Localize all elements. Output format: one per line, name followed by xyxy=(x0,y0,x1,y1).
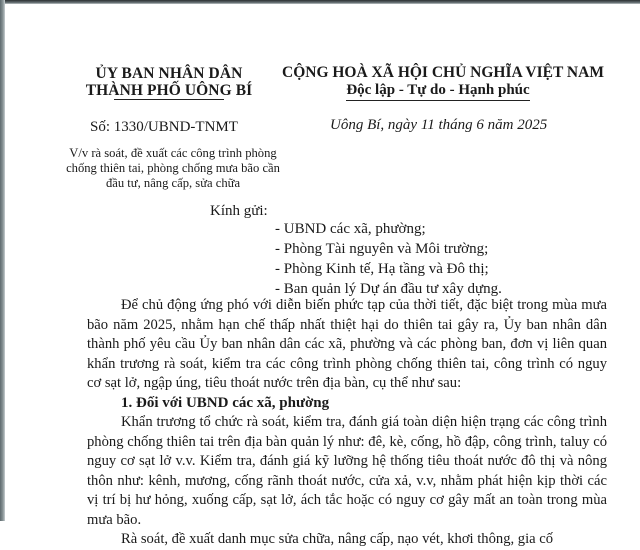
document-number: Số: 1330/UBND-TNMT xyxy=(90,119,238,135)
scan-edge-top xyxy=(0,0,640,4)
section-1-paragraph: Khẩn trương tổ chức rà soát, kiểm tra, đánh giá toàn diện hiện trạng các công trình phòng chống thiên tai trên địa bàn quản lý như: đê, kè, cống, hồ đập, công trình, taluy có nguy cơ sạt lở v.v. Kiểm tra, đánh giá kỹ lưỡng hệ thống tiêu thoát nước đô thị và nông thôn như: kênh, mương, cống rãnh thoát nước, cửa xả, v.v, nhằm phát hiện kịp thời các vị trí bị hư hỏng, xuống cấp, sạt lở, ách tắc hoặc có nguy cơ gây mất an toàn trong mùa mưa bão. xyxy=(87,414,607,528)
section-1-heading: 1. Đối với UBND các xã, phường xyxy=(121,394,330,411)
issuing-authority xyxy=(74,65,264,100)
authority-line-2-text: THÀNH PHỐ UÔNG BÍ xyxy=(85,82,253,99)
addressee-list xyxy=(275,219,502,299)
intro-paragraph: Để chủ động ứng phó với diễn biến phức tạp của thời tiết, đặc biệt trong mùa mưa bão năm 2025, nhằm hạn chế thấp nhất thiệt hại do thiên tai gây ra, Ủy ban nhân dân thành phố yêu cầu Ủy ban nhân dân các xã, phường và các phòng ban, đơn vị liên quan khẩn trương rà soát, kiểm tra các công trình phòng chống thiên tai, công trình có nguy cơ sạt lở, ngập úng, tiêu thoát nước trên địa bàn, cụ thể như sau: xyxy=(87,297,607,391)
document-date: Uông Bí, ngày 11 tháng 6 năm 2025 xyxy=(330,117,548,133)
scan-edge-left xyxy=(0,0,5,521)
document-body xyxy=(87,296,607,550)
section-1-paragraph-2: Rà soát, đề xuất danh mục sửa chữa, nâng cấp, nạo vét, khơi thông, gia cố xyxy=(121,531,554,547)
addressee-item: - Ban quản lý Dự án đầu tư xây dựng. xyxy=(275,281,502,297)
authority-line-2 xyxy=(86,82,253,99)
addressee-label: Kính gửi: xyxy=(210,203,268,219)
motto-underline xyxy=(346,100,529,101)
authority-underline xyxy=(114,99,225,100)
national-motto xyxy=(282,64,604,99)
addressee-item: - UBND các xã, phường; xyxy=(275,221,426,237)
country-name: CỘNG HOÀ XÃ HỘI CHỦ NGHĨA VIỆT NAM xyxy=(282,64,604,81)
addressee-item: - Phòng Tài nguyên và Môi trường; xyxy=(275,241,489,257)
motto xyxy=(346,82,529,99)
motto-text: Độc lập - Tự do - Hạnh phúc xyxy=(346,82,530,98)
authority-line-1: ỦY BAN NHÂN DÂN xyxy=(95,65,243,82)
addressee-item: - Phòng Kinh tế, Hạ tầng và Đô thị; xyxy=(275,261,489,277)
document-subject: V/v rà soát, đề xuất các công trình phòng chống thiên tai, phòng chống mưa bão cần đầu tư, nâng cấp, sửa chữa xyxy=(66,146,280,190)
